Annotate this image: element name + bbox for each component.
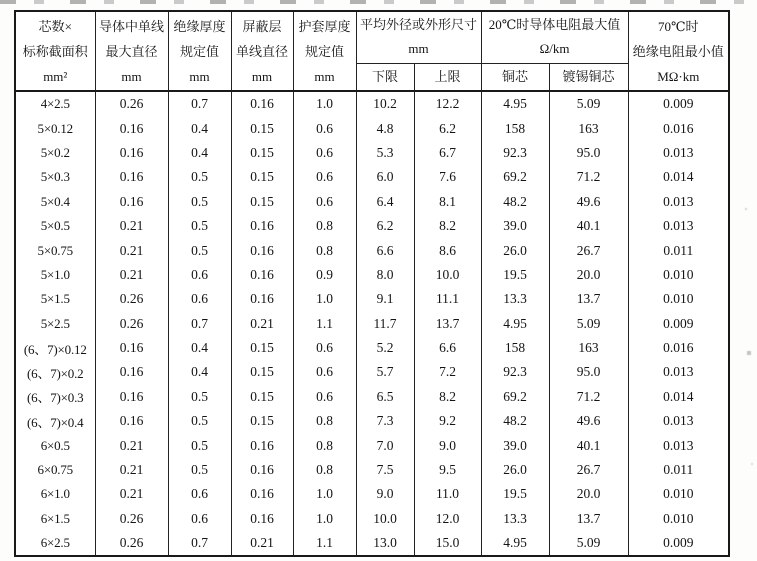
table-cell: 0.010 [628,287,729,311]
col-header-shield-wire-diameter [231,11,293,91]
table-cell: 0.6 [293,360,356,384]
table-cell: 0.8 [293,238,356,262]
table-cell: (6、7)×0.3 [15,385,95,409]
table-cell: 0.010 [628,482,729,506]
table-cell: 0.016 [628,116,729,140]
table-cell: 5×0.4 [15,190,95,214]
table-cell: 0.009 [628,312,729,336]
table-row [15,91,729,116]
table-cell: 0.013 [628,360,729,384]
table-cell: 10.2 [356,91,414,116]
header-group-unit: mm [408,41,429,57]
table-cell: 6×2.5 [15,531,95,556]
table-cell: 0.5 [168,409,231,433]
col-header-cores-area [15,11,95,91]
table-cell: 0.16 [231,263,293,287]
table-cell: 6×1.0 [15,482,95,506]
table-cell: 0.6 [293,165,356,189]
table-cell: 49.6 [549,409,628,433]
table-cell: 0.16 [95,360,168,384]
header-unit: mm [314,68,335,84]
table-cell: 0.16 [95,116,168,140]
table-cell: 26.7 [549,238,628,262]
table-cell: 13.3 [481,507,549,531]
table-cell: 5×0.12 [15,116,95,140]
table-cell: 0.6 [168,263,231,287]
table-cell: 9.2 [414,409,481,433]
table-cell: 6.4 [356,190,414,214]
header-line: 屏蔽层 [242,18,282,34]
table-cell: 0.15 [231,336,293,360]
table-cell: 0.16 [231,214,293,238]
table-cell: 10.0 [414,263,481,287]
table-cell: 0.5 [168,238,231,262]
table-row [15,190,729,214]
subheader-lower-limit: 下限 [356,63,414,91]
table-cell: 4.95 [481,312,549,336]
col-header-sheath-thickness [293,11,356,91]
table-cell: 5.09 [549,91,628,116]
table-cell: 0.6 [293,336,356,360]
table-cell: 5×1.5 [15,287,95,311]
table-cell: 8.0 [356,263,414,287]
subheader-upper-limit: 上限 [414,63,481,91]
subheader-tinned-copper-core: 镀锡铜芯 [549,63,628,91]
table-cell: 95.0 [549,141,628,165]
table-cell: 1.0 [293,91,356,116]
table-cell: 0.6 [293,385,356,409]
table-cell: 7.6 [414,165,481,189]
header-group-title: 平均外径或外形尺寸 [360,17,478,33]
table-cell: 19.5 [481,263,549,287]
table-cell: 0.6 [168,507,231,531]
table-cell: 0.8 [293,214,356,238]
header-line: 最大直径 [105,43,158,59]
table-cell: 26.7 [549,458,628,482]
table-cell: (6、7)×0.4 [15,409,95,433]
table-cell: 9.5 [414,458,481,482]
table-cell: 0.16 [95,336,168,360]
table-cell: 69.2 [481,165,549,189]
table-cell: 158 [481,336,549,360]
table-cell: 95.0 [549,360,628,384]
header-group-title: 20℃时导体电阻最大值 [488,17,621,33]
table-cell: 0.16 [231,458,293,482]
table-cell: 9.0 [356,482,414,506]
table-cell: 0.7 [168,312,231,336]
scan-specks [0,0,2,2]
table-cell: 6×1.5 [15,507,95,531]
table-row [15,287,729,311]
header-line: 绝缘厚度 [173,18,226,34]
table-header [15,11,729,91]
table-cell: 49.6 [549,190,628,214]
table-cell: 5×0.75 [15,238,95,262]
table-cell: 0.16 [231,238,293,262]
table-row [15,165,729,189]
table-cell: 163 [549,116,628,140]
table-cell: 39.0 [481,433,549,457]
table-cell: 1.1 [293,531,356,556]
table-cell: 0.9 [293,263,356,287]
header-line: 70℃时 [658,18,699,34]
table-cell: 1.0 [293,507,356,531]
table-cell: 0.013 [628,433,729,457]
table-cell: 0.014 [628,165,729,189]
table-cell: 26.0 [481,458,549,482]
table-cell: 5×0.3 [15,165,95,189]
table-cell: 20.0 [549,263,628,287]
table-row [15,482,729,506]
table-cell: 0.21 [95,238,168,262]
table-cell: 0.16 [231,507,293,531]
table-cell: 0.016 [628,336,729,360]
table-cell: 6.2 [356,214,414,238]
table-cell: 0.16 [231,287,293,311]
table-cell: 4×2.5 [15,91,95,116]
table-cell: 0.21 [95,214,168,238]
table-cell: 0.6 [168,287,231,311]
table-cell: 92.3 [481,360,549,384]
table-cell: 0.15 [231,409,293,433]
table-cell: 8.1 [414,190,481,214]
table-cell: 5×0.5 [15,214,95,238]
table-cell: 48.2 [481,409,549,433]
table-cell: 5×2.5 [15,312,95,336]
col-header-insulation-resistance [628,11,729,91]
table-cell: 0.4 [168,116,231,140]
header-line: 导体中单线 [98,18,164,34]
table-cell: 6.6 [356,238,414,262]
table-cell: 8.6 [414,238,481,262]
table-row [15,360,729,384]
header-unit: mm [189,68,210,84]
header-line: 单线直径 [235,43,288,59]
table-cell: 0.014 [628,385,729,409]
col-header-group-outer-diameter [356,11,481,63]
table-cell: 0.009 [628,531,729,556]
table-cell: 6.5 [356,385,414,409]
table-cell: 0.26 [95,507,168,531]
table-cell: 8.2 [414,214,481,238]
header-line: 规定值 [179,43,219,59]
header-unit: mm [121,68,142,84]
table-cell: 12.2 [414,91,481,116]
table-cell: 0.013 [628,214,729,238]
table-cell: 7.0 [356,433,414,457]
table-cell: 0.8 [293,433,356,457]
table-cell: 26.0 [481,238,549,262]
table-cell: 0.7 [168,531,231,556]
table-cell: 10.0 [356,507,414,531]
header-line: 标称截面积 [22,43,88,59]
table-cell: 0.4 [168,336,231,360]
table-cell: 0.15 [231,141,293,165]
table-cell: 11.7 [356,312,414,336]
table-cell: 4.95 [481,91,549,116]
table-cell: 13.0 [356,531,414,556]
table-cell: 0.16 [231,482,293,506]
table-cell: 0.011 [628,458,729,482]
table-cell: 0.21 [95,458,168,482]
table-cell: 0.8 [293,409,356,433]
table-cell: 0.4 [168,141,231,165]
table-cell: 19.5 [481,482,549,506]
table-cell: 6.6 [414,336,481,360]
table-cell: 5×0.2 [15,141,95,165]
table-cell: 5.7 [356,360,414,384]
table-cell: 4.8 [356,116,414,140]
table-row [15,336,729,360]
table-row [15,214,729,238]
table-cell: 12.0 [414,507,481,531]
table-cell: 0.16 [95,141,168,165]
table-cell: 0.21 [231,312,293,336]
table-cell: 39.0 [481,214,549,238]
table-cell: 7.3 [356,409,414,433]
table-cell: 0.5 [168,433,231,457]
table-cell: 0.010 [628,507,729,531]
table-cell: 69.2 [481,385,549,409]
table-cell: 6×0.5 [15,433,95,457]
header-line: 绝缘电阻最小值 [632,43,724,59]
table-cell: 0.5 [168,190,231,214]
table-cell: 13.7 [414,312,481,336]
header-unit: mm² [43,68,68,84]
table-row [15,458,729,482]
table-cell: 6.0 [356,165,414,189]
table-cell: 0.6 [168,482,231,506]
table-cell: 163 [549,336,628,360]
table-row [15,116,729,140]
table-cell: 9.0 [414,433,481,457]
table-cell: 6.2 [414,116,481,140]
table-cell: 0.15 [231,385,293,409]
table-cell: (6、7)×0.12 [15,336,95,360]
col-header-conductor-max-diameter [95,11,168,91]
table-cell: 0.16 [95,385,168,409]
table-body [15,91,729,556]
table-cell: 0.26 [95,312,168,336]
table-cell: 7.5 [356,458,414,482]
table-cell: 5.09 [549,531,628,556]
table-row [15,531,729,556]
table-cell: 5×1.0 [15,263,95,287]
table-cell: 0.21 [95,433,168,457]
subheader-copper-core: 铜芯 [481,63,549,91]
table-cell: 0.7 [168,91,231,116]
table-cell: 0.26 [95,531,168,556]
table-cell: 0.16 [95,409,168,433]
table-cell: 0.5 [168,214,231,238]
table-cell: 0.5 [168,458,231,482]
table-cell: 11.0 [414,482,481,506]
table-cell: 0.4 [168,360,231,384]
table-cell: 0.010 [628,263,729,287]
table-row [15,238,729,262]
table-cell: 0.013 [628,409,729,433]
header-unit: mm [251,68,273,84]
table-cell: 6×0.75 [15,458,95,482]
table-cell: 8.2 [414,385,481,409]
table-cell: 0.6 [293,190,356,214]
cable-spec-table [14,10,730,557]
table-cell: 13.7 [549,287,628,311]
table-cell: 0.15 [231,165,293,189]
table-cell: 0.15 [231,360,293,384]
table-cell: 40.1 [549,214,628,238]
table-cell: 5.2 [356,336,414,360]
table-row [15,507,729,531]
table-cell: 0.16 [95,190,168,214]
table-cell: 0.6 [293,141,356,165]
table-cell: 0.013 [628,190,729,214]
table-cell: 5.09 [549,312,628,336]
table-cell: 13.3 [481,287,549,311]
table-row [15,141,729,165]
table-cell: 1.0 [293,287,356,311]
table-cell: 0.15 [231,190,293,214]
table-cell: 0.26 [95,287,168,311]
table-cell: 40.1 [549,433,628,457]
table-cell: 71.2 [549,165,628,189]
table-cell: 4.95 [481,531,549,556]
table-cell: 0.21 [95,482,168,506]
table-cell: 0.21 [95,263,168,287]
table-cell: 0.011 [628,238,729,262]
table-cell: 20.0 [549,482,628,506]
table-row [15,263,729,287]
table-cell: 1.1 [293,312,356,336]
table-cell: 1.0 [293,482,356,506]
table-cell: 0.15 [231,116,293,140]
table-cell: 158 [481,116,549,140]
table-cell: 71.2 [549,385,628,409]
table-cell: 0.16 [231,433,293,457]
table-cell: 15.0 [414,531,481,556]
table-cell: 0.21 [231,531,293,556]
table-cell: 0.013 [628,141,729,165]
table-cell: 5.3 [356,141,414,165]
table-cell: 11.1 [414,287,481,311]
table-row [15,312,729,336]
table-row [15,409,729,433]
header-unit: MΩ·km [657,68,700,84]
header-line: 护套厚度 [298,18,351,34]
header-line: 规定值 [304,43,344,59]
table-cell: 0.6 [293,116,356,140]
scan-edge-artifact [0,0,757,4]
table-cell: 0.16 [95,165,168,189]
table-cell: 0.009 [628,91,729,116]
table-cell: 9.1 [356,287,414,311]
table-cell: 0.26 [95,91,168,116]
table-cell: 48.2 [481,190,549,214]
table-cell: (6、7)×0.2 [15,360,95,384]
col-header-group-conductor-resistance [481,11,628,63]
header-group-unit: Ω/km [539,41,570,57]
table-row [15,385,729,409]
table-cell: 0.16 [231,91,293,116]
table-cell: 0.8 [293,458,356,482]
table-cell: 0.5 [168,165,231,189]
table-row [15,433,729,457]
table-cell: 0.5 [168,385,231,409]
col-header-insulation-thickness [168,11,231,91]
header-line: 芯数× [38,18,72,34]
table-cell: 6.7 [414,141,481,165]
table-cell: 13.7 [549,507,628,531]
table-cell: 7.2 [414,360,481,384]
table-cell: 92.3 [481,141,549,165]
